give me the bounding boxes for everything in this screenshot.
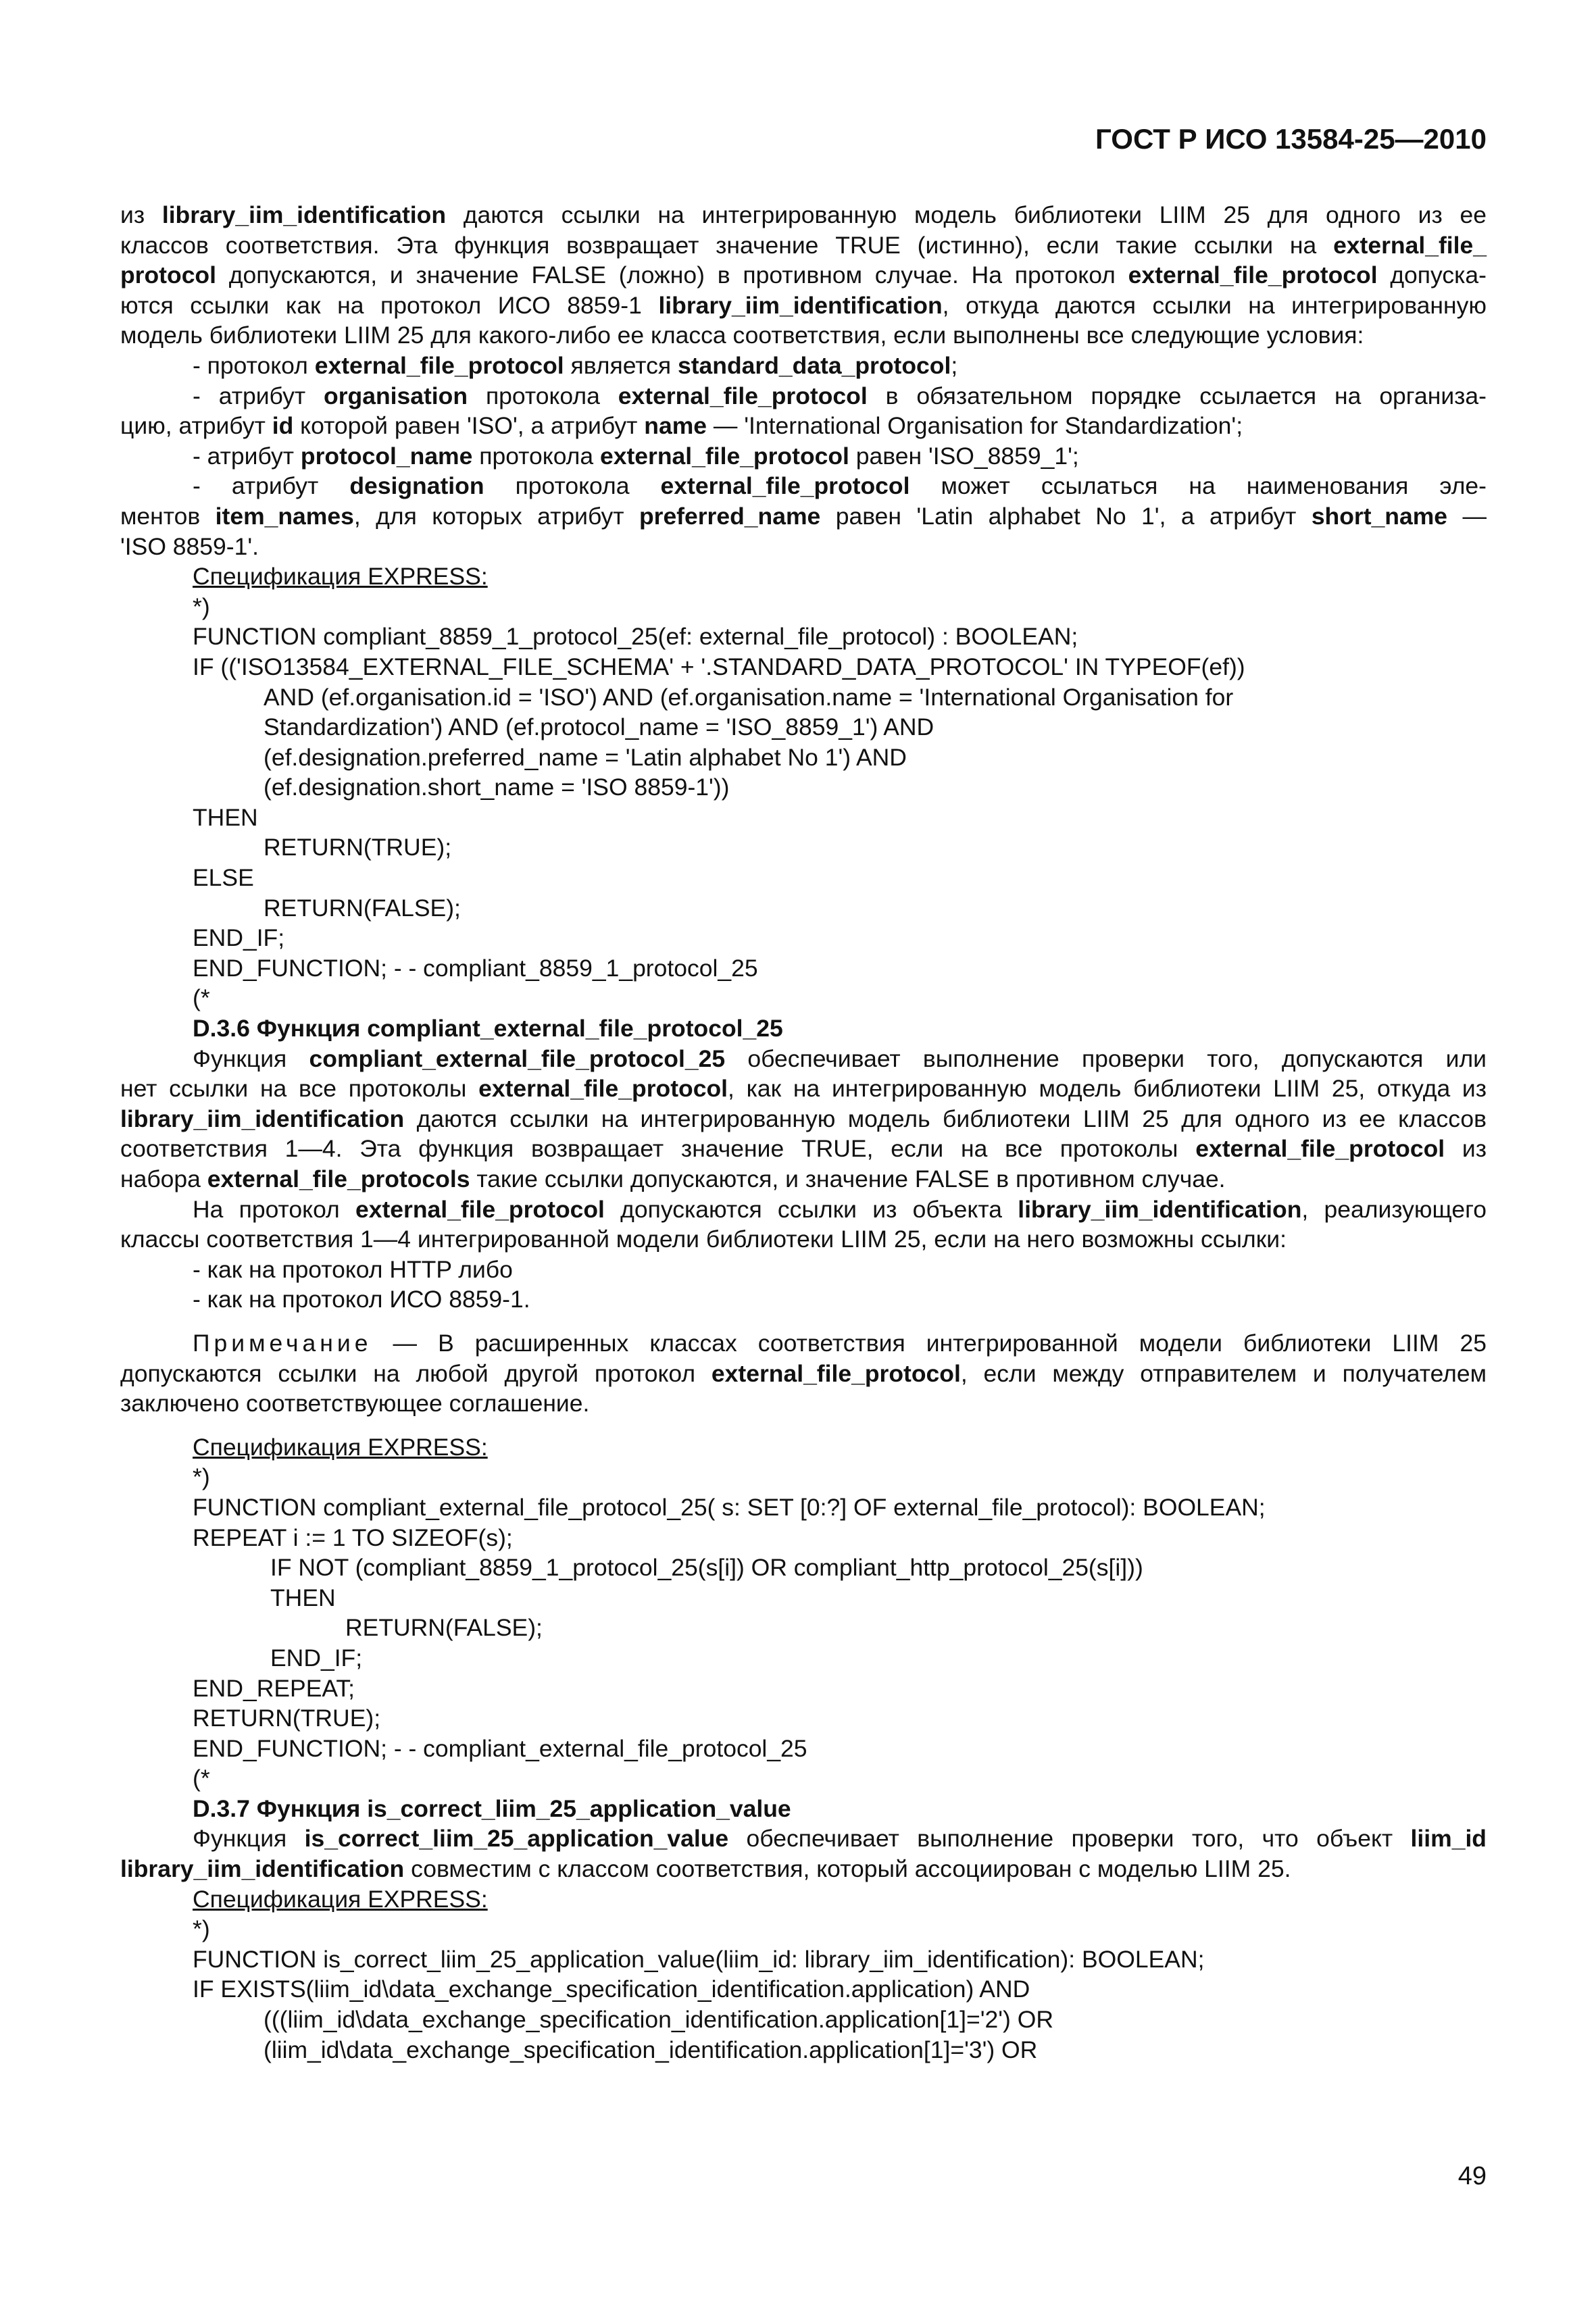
text-segment: из (120, 201, 162, 228)
text-segment: в обязательном порядке ссылается на организа- (867, 382, 1487, 409)
spacer (120, 1419, 1487, 1432)
code-line (120, 1703, 1487, 1734)
text-segment: ELSE (193, 864, 254, 892)
text-line (120, 1823, 1487, 1854)
bold-term: name (644, 412, 707, 440)
text-segment: *) (193, 1915, 210, 1943)
text-segment: классов соответствия. Эта функция возвращает значение TRUE (истинно), если такие ссылки на (120, 231, 1334, 259)
text-line (120, 1284, 1487, 1315)
code-line (120, 743, 1487, 773)
text-segment: END_FUNCTION; - - compliant_8859_1_protocol_25 (193, 954, 758, 982)
code-line (120, 1583, 1487, 1613)
page-header-doc-id: ГОСТ Р ИСО 13584-25—2010 (1095, 123, 1487, 155)
text-segment: набора (120, 1165, 207, 1192)
underlined-label: Спецификация EXPRESS: (193, 1433, 488, 1461)
bold-term: library_iim_identification (120, 1855, 405, 1883)
express-spec-label (120, 561, 1487, 592)
text-segment: (((liim_id\data_exchange_specification_identification.application[1]='2') OR (264, 2006, 1053, 2034)
code-line (120, 772, 1487, 803)
text-segment: FUNCTION compliant_external_file_protocol_25( s: SET [0:?] OF external_file_protocol): BOOLEAN; (193, 1493, 1266, 1521)
text-segment: - протокол (193, 351, 315, 379)
text-segment: из (1445, 1135, 1487, 1163)
text-segment: END_FUNCTION; - - compliant_external_file_protocol_25 (193, 1734, 807, 1762)
text-segment: нет ссылки на все протоколы (120, 1075, 479, 1103)
text-segment: ментов (120, 502, 216, 530)
text-line (120, 1255, 1487, 1285)
bold-term: external_file_protocol (478, 1075, 728, 1103)
text-segment: THEN (270, 1584, 336, 1611)
text-line (120, 291, 1487, 321)
text-segment: FUNCTION compliant_8859_1_protocol_25(ef: external_file_protocol) : BOOLEAN; (193, 623, 1078, 651)
text-line (120, 1104, 1487, 1134)
bold-term: standard_data_protocol (677, 351, 951, 379)
text-segment: такие ссылки допускаются, и значение FALSE в противном случае. (470, 1165, 1226, 1192)
text-line (120, 1224, 1487, 1255)
bold-term: library_iim_identification (120, 1105, 405, 1132)
code-line (120, 1643, 1487, 1674)
bold-term: organisation (324, 382, 468, 409)
text-segment: (* (193, 984, 210, 1012)
bold-term: external_file_protocol (618, 382, 868, 409)
text-segment: допуска- (1377, 261, 1487, 289)
text-segment: RETURN(TRUE); (193, 1705, 381, 1732)
text-segment: протокола (484, 472, 661, 500)
text-segment: Функция (193, 1045, 309, 1072)
note-line (120, 1388, 1487, 1419)
express-spec-label (120, 1884, 1487, 1915)
text-segment: - атрибут (193, 382, 324, 409)
text-segment: (liim_id\data_exchange_specification_identification.application[1]='3') OR (264, 2036, 1038, 2063)
bold-term: liim_id (1410, 1825, 1487, 1853)
text-segment: (ef.designation.short_name = 'ISO 8859-1')) (264, 774, 730, 801)
text-segment: IF (('ISO13584_EXTERNAL_FILE_SCHEMA' + '.STANDARD_DATA_PROTOCOL' IN TYPEOF(ef)) (193, 653, 1245, 680)
bold-term: external_file_protocol (711, 1359, 961, 1387)
text-segment: 'ISO 8859-1'. (120, 532, 259, 560)
text-segment: даются ссылки на интегрированную модель библиотеки LIIM 25 для одного из ее классов (404, 1105, 1487, 1132)
bold-term: preferred_name (639, 502, 821, 530)
page-number: 49 (1457, 2162, 1487, 2190)
text-segment: соответствия 1—4. Эта функция возвращает значение TRUE, если на все протоколы (120, 1135, 1196, 1163)
code-line (120, 1914, 1487, 1944)
text-segment: - как на протокол ИСО 8859-1. (193, 1286, 530, 1313)
code-line (120, 1763, 1487, 1794)
text-segment: протокола (468, 382, 618, 409)
note-line (120, 1359, 1487, 1389)
bold-term: protocol (120, 261, 216, 289)
text-segment: даются ссылки на интегрированную модель библиотеки LIIM 25 для одного из ее (446, 201, 1487, 228)
underlined-label: Спецификация EXPRESS: (193, 1885, 488, 1913)
code-line (120, 953, 1487, 984)
text-segment: RETURN(FALSE); (345, 1614, 543, 1642)
bold-term: external_file_protocols (207, 1165, 470, 1192)
bold-term: external_file_protocol (314, 351, 564, 379)
section-heading (120, 1794, 1487, 1824)
underlined-label: Спецификация EXPRESS: (193, 563, 488, 590)
text-segment: RETURN(FALSE); (264, 894, 461, 922)
text-line (120, 1044, 1487, 1074)
text-segment: протокола (472, 442, 600, 470)
text-segment: - атрибут (193, 442, 301, 470)
text-line (120, 1854, 1487, 1884)
text-segment: обеспечивает выполнение проверки того, допускаются или (725, 1045, 1487, 1072)
text-segment: , реализующего (1301, 1195, 1487, 1223)
text-segment: , как на интегрированную модель библиотеки LIIM 25, откуда из (728, 1075, 1487, 1103)
text-segment: , откуда даются ссылки на интегрированную (942, 291, 1487, 319)
text-line (120, 230, 1487, 261)
text-segment: — В расширенных классах соответствия интегрированной модели библиотеки LIIM 25 (372, 1329, 1487, 1357)
text-segment: END_IF; (270, 1644, 363, 1671)
text-line (120, 1074, 1487, 1104)
bold-term: library_iim_identification (161, 201, 447, 228)
text-segment: THEN (193, 803, 258, 831)
text-line (120, 1164, 1487, 1194)
bold-term: is_correct_liim_25_application_value (304, 1825, 729, 1853)
code-line (120, 682, 1487, 713)
text-segment: Функция (193, 1825, 305, 1853)
text-segment: допускаются, и значение FALSE (ложно) в противном случае. На протокол (216, 261, 1128, 289)
bold-term: item_names (215, 502, 354, 530)
text-segment: - как на протокол HTTP либо (193, 1255, 513, 1283)
text-segment: *) (193, 1463, 210, 1491)
bold-term: external_file_protocol (1128, 261, 1378, 289)
code-line (120, 1734, 1487, 1764)
bold-term: short_name (1311, 502, 1448, 530)
code-line (120, 652, 1487, 682)
bold-term: compliant_external_file_protocol_25 (309, 1045, 726, 1072)
text-line (120, 441, 1487, 472)
text-segment: может ссылаться на наименования эле- (909, 472, 1487, 500)
text-line (120, 411, 1487, 441)
text-segment: На протокол (193, 1195, 355, 1223)
code-line (120, 1944, 1487, 1975)
bold-term: external_file_ (1333, 231, 1487, 259)
text-line (120, 1194, 1487, 1225)
text-segment: ; (951, 351, 958, 379)
text-segment: FUNCTION is_correct_liim_25_application_value(liim_id: library_iim_identification): BOOLEAN; (193, 1945, 1205, 1973)
text-segment: равен 'ISO_8859_1'; (849, 442, 1079, 470)
text-segment: (* (193, 1765, 210, 1792)
code-line (120, 1462, 1487, 1492)
bold-term: D.3.6 Функция compliant_external_file_protocol_25 (193, 1015, 783, 1042)
text-segment: допускаются ссылки из объекта (604, 1195, 1018, 1223)
text-line (120, 200, 1487, 230)
code-line (120, 923, 1487, 953)
text-segment: , для которых атрибут (353, 502, 639, 530)
code-line (120, 893, 1487, 924)
text-line (120, 260, 1487, 291)
code-line (120, 1553, 1487, 1583)
code-line (120, 863, 1487, 893)
code-line (120, 2035, 1487, 2065)
bold-term: designation (349, 472, 484, 500)
text-segment: Примечание (193, 1329, 372, 1357)
text-segment: RETURN(TRUE); (264, 834, 452, 861)
section-heading (120, 1013, 1487, 1044)
text-segment: классы соответствия 1—4 интегрированной модели библиотеки LIIM 25, если на него возможны ссылки: (120, 1226, 1287, 1253)
bold-term: external_file_protocol (660, 472, 910, 500)
code-line (120, 1613, 1487, 1643)
bold-term: protocol_name (300, 442, 473, 470)
code-line (120, 2005, 1487, 2035)
text-segment: совместим с классом соответствия, который ассоциирован с моделью LIIM 25. (404, 1855, 1291, 1883)
page-body (120, 200, 1487, 2065)
code-line (120, 712, 1487, 743)
text-line (120, 501, 1487, 532)
text-line (120, 471, 1487, 501)
text-segment: — 'International Organisation for Standardization'; (707, 412, 1243, 440)
text-segment: Standardization') AND (ef.protocol_name = 'ISO_8859_1') AND (264, 713, 934, 741)
text-segment: которой равен 'ISO', а атрибут (293, 412, 645, 440)
code-line (120, 832, 1487, 863)
bold-term: external_file_protocol (600, 442, 849, 470)
text-segment: (ef.designation.preferred_name = 'Latin alphabet No 1') AND (264, 743, 907, 771)
code-line (120, 622, 1487, 652)
text-segment: AND (ef.organisation.id = 'ISO') AND (ef.organisation.name = 'International Organisation for (264, 683, 1234, 711)
code-line (120, 592, 1487, 622)
text-line (120, 320, 1487, 351)
text-segment: IF EXISTS(liim_id\data_exchange_specification_identification.application) AND (193, 1976, 1030, 2003)
text-line (120, 532, 1487, 562)
text-segment: END_IF; (193, 924, 285, 952)
text-segment: равен 'Latin alphabet No 1', а атрибут (820, 502, 1312, 530)
text-line (120, 381, 1487, 411)
express-spec-label (120, 1432, 1487, 1463)
spacer (120, 1315, 1487, 1328)
code-line (120, 983, 1487, 1013)
text-segment: END_REPEAT; (193, 1674, 355, 1702)
text-segment: , если между отправителем и получателем (960, 1359, 1487, 1387)
text-segment: допускаются ссылки на любой другой протокол (120, 1359, 712, 1387)
note-line (120, 1328, 1487, 1359)
code-line (120, 1974, 1487, 2005)
code-line (120, 1523, 1487, 1553)
text-segment: IF NOT (compliant_8859_1_protocol_25(s[i]) OR compliant_http_protocol_25(s[i])) (270, 1554, 1143, 1582)
text-segment: REPEAT i := 1 TO SIZEOF(s); (193, 1524, 513, 1551)
text-segment: цию, атрибут (120, 412, 272, 440)
bold-term: D.3.7 Функция is_correct_liim_25_application_value (193, 1794, 791, 1822)
bold-term: external_file_protocol (1195, 1135, 1445, 1163)
code-line (120, 803, 1487, 833)
text-segment: ются ссылки как на протокол ИСО 8859-1 (120, 291, 659, 319)
bold-term: external_file_protocol (355, 1195, 605, 1223)
bold-term: library_iim_identification (1018, 1195, 1302, 1223)
code-line (120, 1674, 1487, 1704)
text-segment: модель библиотеки LIIM 25 для какого-либо ее класса соответствия, если выполнены все следующие условия: (120, 322, 1364, 349)
text-segment: является (564, 351, 678, 379)
text-line (120, 1134, 1487, 1164)
text-segment: *) (193, 593, 210, 620)
text-line (120, 351, 1487, 381)
text-segment: - атрибут (193, 472, 350, 500)
bold-term: library_iim_identification (658, 291, 943, 319)
text-segment: — (1447, 502, 1487, 530)
code-line (120, 1492, 1487, 1523)
text-segment: обеспечивает выполнение проверки того, что объект (728, 1825, 1411, 1853)
bold-term: id (272, 412, 294, 440)
text-segment: заключено соответствующее соглашение. (120, 1390, 590, 1417)
